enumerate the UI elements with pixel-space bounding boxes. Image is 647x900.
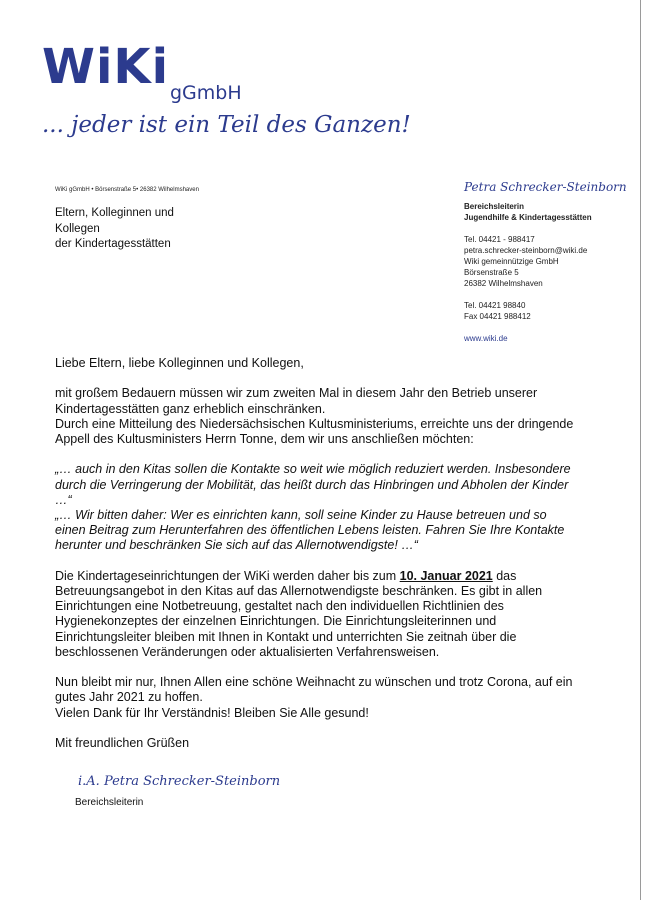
sender-block	[464, 180, 627, 344]
paragraph-text: Nun bleibt mir nur, Ihnen Allen eine schöne Weihnacht zu wünschen und trotz Corona, auf ein gutes Jahr 2021 zu hoffen.	[55, 675, 573, 705]
paragraph-text: Die Kindertageseinrichtungen der WiKi werden daher bis zum	[55, 568, 400, 583]
signature: i.A. Petra Schrecker-Steinborn	[78, 774, 281, 789]
sender-email[interactable]: petra.schrecker-steinborn@wiki.de	[464, 246, 588, 255]
paragraph-text: Vielen Dank für Ihr Verständnis! Bleiben Sie Alle gesund!	[55, 705, 369, 720]
quote-text: „… Wir bitten daher: Wer es einrichten kann, soll seine Kinder zu Hause betreuen und so einen Beitrag zum Herunterfahren des öffentlichen Lebens leisten. Fahren Sie Ihre Kontakte herunter und beschränken Sie sich auf das Allernotwendigste! …“	[55, 508, 565, 553]
paragraph-text: das Betreuungsangebot in den Kitas auf das Allernotwendigste beschränken. Es gibt in allen Einrichtungen eine Notbetreuung, gestaltet nach den individuellen Richtlinien des Hygienekonzeptes der einzelnen Einrichtungen. Die Einrichtungsleiterinnen und Einrichtungsleiter bleiben mit Ihnen in Kontakt und unterrichten Sie zeitnah über die beschlossenen Veränderungen oder aktualisierten Verfahrensweisen.	[55, 568, 543, 659]
sender-role: Bereichsleiterin	[464, 202, 525, 211]
recipient-line: Kollegen	[55, 222, 100, 235]
salutation: Liebe Eltern, liebe Kolleginnen und Kollegen,	[55, 356, 304, 370]
sender-website-link[interactable]: www.wiki.de	[464, 334, 508, 343]
signature-role: Bereichsleiterin	[75, 797, 144, 808]
sender-street: Börsenstraße 5	[464, 268, 519, 277]
paragraph	[55, 386, 575, 447]
paragraph	[55, 675, 575, 721]
paragraph	[55, 569, 575, 660]
sender-org: Wiki gemeinnützige GmbH	[464, 257, 559, 266]
logo-brand: WiKi	[42, 39, 170, 95]
letter-body	[55, 356, 575, 766]
paragraph-text: mit großem Bedauern müssen wir zum zweiten Mal in diesem Jahr den Betrieb unserer Kindertagesstätten ganz erheblich einschränken.	[55, 386, 538, 416]
recipient-block	[55, 206, 174, 253]
recipient-line: Eltern, Kolleginnen und	[55, 207, 174, 219]
paragraph-text: Durch eine Mitteilung des Niedersächsischen Kultusministeriums, erreichte uns der dringende Appell des Kultusministers Herrn Tonne, dem wir uns anschließen möchten:	[55, 416, 574, 446]
logo-suffix: gGmbH	[170, 82, 242, 104]
recipient-line: der Kindertagesstätten	[55, 238, 171, 250]
sender-fax: Fax 04421 988412	[464, 312, 531, 321]
sender-city: 26382 Wilhelmshaven	[464, 279, 543, 288]
page-edge	[640, 0, 641, 900]
sender-tel: Tel. 04421 98840	[464, 301, 526, 310]
sender-department: Jugendhilfe & Kindertagesstätten	[464, 213, 592, 222]
closing: Mit freundlichen Grüßen	[55, 736, 190, 750]
quote-text: „… auch in den Kitas sollen die Kontakte so weit wie möglich reduziert werden. Insbesondere durch die Verringerung der Mobilität, das heißt durch das Hinbringen und Abholen der Kinder …“	[55, 462, 571, 507]
quote-paragraph	[55, 462, 575, 553]
sender-phone: Tel. 04421 - 988417	[464, 235, 535, 244]
highlighted-date: 10. Januar 2021	[399, 568, 493, 583]
return-address: WiKi gGmbH • Börsenstraße 5• 26382 Wilhelmshaven	[55, 187, 199, 193]
sender-name: Petra Schrecker-Steinborn	[464, 180, 627, 194]
logo-slogan: ... jeder ist ein Teil des Ganzen!	[42, 112, 411, 138]
